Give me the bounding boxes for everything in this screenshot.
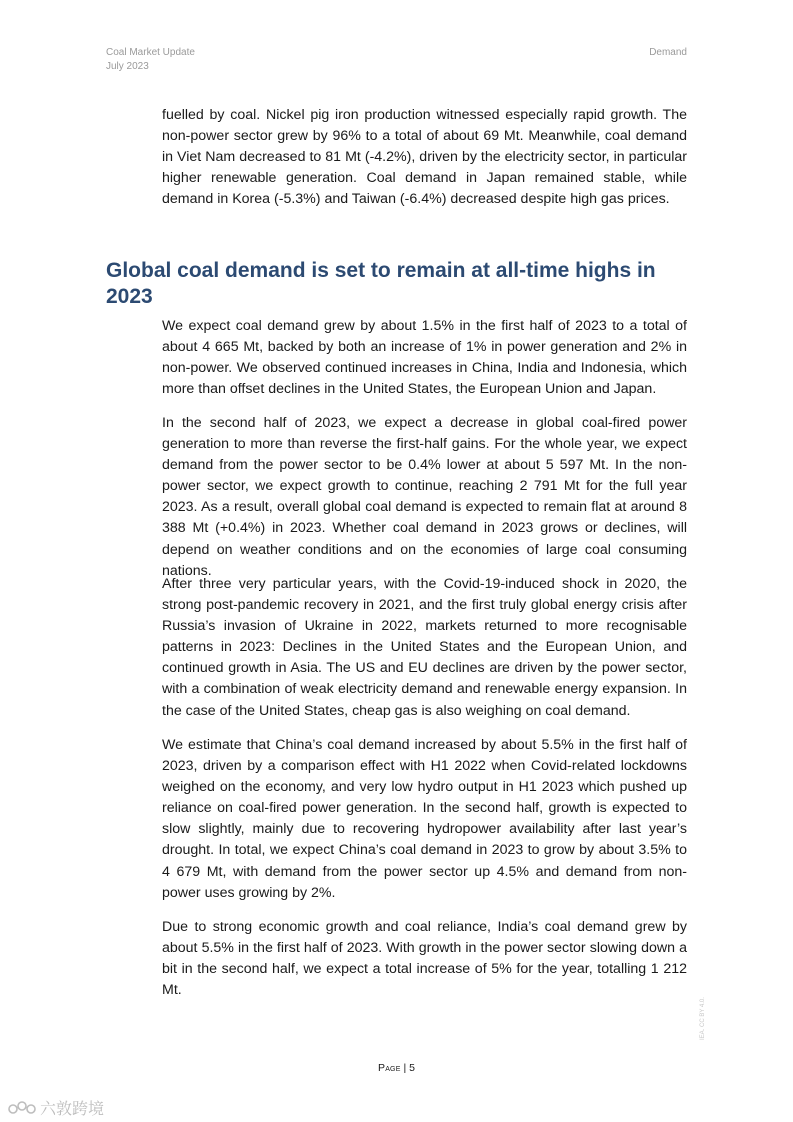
brand-logo-icon: [8, 1098, 36, 1116]
paragraph-india: Due to strong economic growth and coal reliance, India’s coal demand grew by about 5.5% in the first half of 2023. With growth in the power sector slowing down a bit in the second half, we expect a total increase of 5% for the year, totalling 1 212 Mt.: [162, 919, 687, 999]
section-name: Demand: [649, 47, 687, 58]
page-label: Page: [377, 1062, 401, 1074]
paragraph-regional-patterns: After three very particular years, with the Covid-19-induced shock in 2020, the strong post-pandemic recovery in 2021, and the first truly global energy crisis after Russia’s invasion of Ukraine in 2022, markets returned to more recognisable patterns in 2023: Declines in the United States and the European Union, and continued growth in Asia. The US and EU declines are driven by the power sector, with a combination of weak electricity demand and renewable energy expansion. In the case of the United States, cheap gas is also weighing on coal demand.: [162, 576, 687, 719]
paragraph-global-h1: We expect coal demand grew by about 1.5% in the first half of 2023 to a total of about 4 665 Mt, backed by both an increase of 1% in power generation and 2% in non-power. We observed continued increases in China, India and Indonesia, which more than offset declines in the United States, the European Union and Japan.: [162, 318, 687, 398]
paragraph-continued: fuelled by coal. Nickel pig iron production witnessed especially rapid growth. The non-power sector grew by 96% to a total of about 69 Mt. Meanwhile, coal demand in Viet Nam decreased to 81 Mt (-4.2%), driven by the electricity sector, in particular higher renewable generation. Coal demand in Japan remained stable, while demand in Korea (-5.3%) and Taiwan (-6.4%) decreased despite high gas prices.: [162, 107, 687, 208]
license-note: IEA. CC BY 4.0.: [700, 997, 706, 1040]
section-heading: Global coal demand is set to remain at all-time highs in 2023: [106, 259, 656, 308]
paragraph-global-h2: In the second half of 2023, we expect a decrease in global coal-fired power generation to more than reverse the first-half gains. For the whole year, we expect demand from the power sector to be 0.4% lower at about 5 597 Mt. In the non-power sector, we expect growth to continue, reaching 2 791 Mt for the full year 2023. As a result, overall global coal demand is expected to remain flat at around 8 388 Mt (+0.4%) in 2023. Whether coal demand in 2023 grows or declines, will depend on weather conditions and on the economies of large coal consuming nations.: [162, 415, 687, 579]
page-number: 5: [409, 1062, 415, 1074]
page-footer: [0, 1061, 793, 1075]
report-title: Coal Market Update: [106, 47, 195, 58]
running-header-right: [649, 46, 687, 60]
paragraph-china: We estimate that China’s coal demand increased by about 5.5% in the first half of 2023, driven by a comparison effect with H1 2022 when Covid-related lockdowns weighed on the economy, and very low hydro output in H1 2023 which pushed up reliance on coal-fired power generation. In the second half, growth is expected to slow slightly, mainly due to recovering hydropower availability after last year’s drought. In total, we expect China’s coal demand in 2023 to grow by about 3.5% to 4 679 Mt, with demand from the power sector up 4.5% and demand from non-power uses growing by 2%.: [162, 737, 687, 901]
running-header-left: [106, 46, 195, 74]
report-date: July 2023: [106, 61, 149, 72]
page-separator: |: [403, 1062, 407, 1074]
watermark-text: 六敦跨境: [40, 1100, 105, 1118]
watermark: [8, 1096, 104, 1118]
